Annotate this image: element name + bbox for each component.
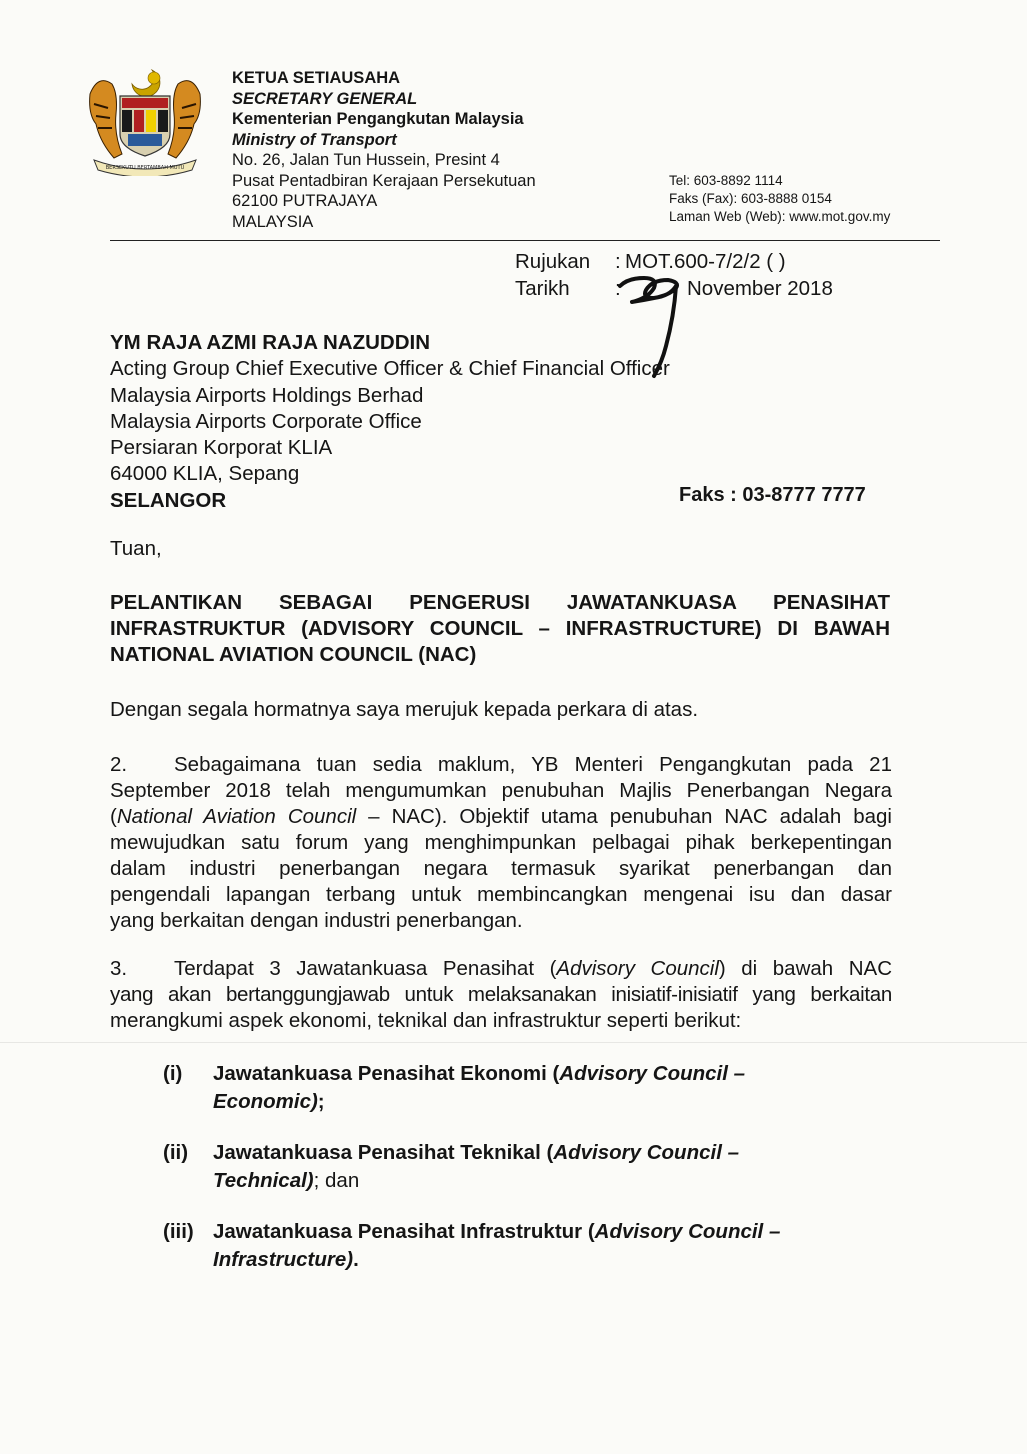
letterhead-address-line: Pusat Pentadbiran Kerajaan Persekutuan bbox=[232, 171, 536, 190]
paragraph-text: – NAC). Objektif utama penubuhan NAC adalah bagi bbox=[356, 805, 892, 828]
paragraph-line bbox=[110, 752, 892, 778]
list-item-italic: Economic) bbox=[213, 1089, 318, 1113]
addressee-line: Acting Group Chief Executive Officer & Chief Financial Officer bbox=[110, 357, 670, 381]
list-item-end: ; bbox=[317, 1089, 325, 1113]
addressee-line: Persiaran Korporat KLIA bbox=[110, 436, 333, 460]
letterhead-address-line: MALAYSIA bbox=[232, 212, 314, 231]
list-item-end: ; dan bbox=[313, 1168, 360, 1192]
list-item-italic: Advisory Council – bbox=[553, 1141, 739, 1164]
date-value: November 2018 bbox=[687, 277, 833, 300]
subject-line: INFRASTRUKTUR (ADVISORY COUNCIL – INFRASTRUCTURE) DI BAWAH bbox=[110, 617, 890, 640]
list-item-label: Jawatankuasa Penasihat Infrastruktur ( bbox=[213, 1220, 595, 1243]
subject-line: PELANTIKAN SEBAGAI PENGERUSI JAWATANKUASA PENASIHAT bbox=[110, 591, 890, 614]
paragraph-italic: Advisory Council bbox=[556, 957, 719, 980]
letterhead bbox=[232, 68, 536, 232]
list-item-number: (ii) bbox=[163, 1141, 189, 1164]
paragraph-line: merangkumi aspek ekonomi, teknikal dan infrastruktur seperti berikut: bbox=[110, 1009, 742, 1032]
reference-separator: : bbox=[615, 250, 621, 273]
paragraph-1: Dengan segala hormatnya saya merujuk kepada perkara di atas. bbox=[110, 698, 699, 721]
paragraph-line: dalam industri penerbangan negara termasuk syarikat penerbangan dan bbox=[110, 857, 892, 880]
subject-line: NATIONAL AVIATION COUNCIL (NAC) bbox=[110, 643, 477, 666]
paragraph-text: ) di bawah NAC bbox=[718, 957, 893, 980]
list-item-italic: Advisory Council – bbox=[559, 1062, 746, 1085]
paragraph-line: yang akan bertanggungjawab untuk melaksanakan inisiatif-inisiatif yang berkaitan bbox=[110, 983, 892, 1006]
paragraph-line: September 2018 telah mengumumkan penubuhan Majlis Penerbangan Negara bbox=[110, 779, 892, 802]
addressee-fax: Faks : 03-8777 7777 bbox=[679, 484, 866, 506]
paragraph-line: pengendali lapangan terbang untuk membincangkan mengenai isu dan dasar bbox=[110, 883, 892, 906]
addressee-state: SELANGOR bbox=[110, 488, 227, 512]
paragraph-line: (National Aviation Council – NAC). Objektif utama penubuhan NAC adalah bagi bbox=[110, 805, 892, 828]
letterhead-divider bbox=[110, 240, 940, 241]
paragraph-line: yang berkaitan dengan industri penerbangan. bbox=[110, 909, 523, 932]
list-item-italic: Infrastructure) bbox=[213, 1247, 354, 1271]
subject-heading bbox=[110, 590, 890, 668]
letterhead-title-en: SECRETARY GENERAL bbox=[232, 89, 418, 108]
letterhead-contact bbox=[669, 172, 890, 226]
addressee-name: YM RAJA AZMI RAJA NAZUDDIN bbox=[110, 331, 431, 354]
list-item-italic: Technical) bbox=[213, 1168, 314, 1192]
date-label: Tarikh bbox=[515, 277, 570, 300]
letterhead-address-line: No. 26, Jalan Tun Hussein, Presint 4 bbox=[232, 151, 500, 169]
letterhead-ministry-en: Ministry of Transport bbox=[232, 130, 397, 149]
salutation: Tuan, bbox=[110, 537, 162, 560]
paragraph-2 bbox=[110, 752, 892, 934]
list-item-text bbox=[213, 1218, 780, 1273]
paragraph-line: mewujudkan satu forum yang menghimpunkan pelbagai pihak berkepentingan bbox=[110, 831, 892, 854]
list-item-italic: Advisory Council – bbox=[594, 1220, 781, 1243]
letterhead-title: KETUA SETIAUSAHA bbox=[232, 69, 401, 87]
paragraph-line bbox=[110, 956, 892, 982]
contact-fax: Faks (Fax): 603-8888 0154 bbox=[669, 191, 832, 206]
letterhead-address-line: 62100 PUTRAJAYA bbox=[232, 192, 378, 210]
paragraph-number: 2. bbox=[110, 753, 128, 776]
letterhead-ministry: Kementerian Pengangkutan Malaysia bbox=[232, 110, 524, 128]
scan-artifact bbox=[0, 1042, 1027, 1043]
paragraph-text: Terdapat 3 Jawatankuasa Penasihat ( bbox=[174, 957, 557, 980]
coat-of-arms-logo bbox=[80, 64, 210, 176]
date-separator: : bbox=[615, 277, 621, 300]
addressee-line: Malaysia Airports Holdings Berhad bbox=[110, 383, 424, 407]
paragraph-3 bbox=[110, 956, 892, 1034]
list-item-number: (i) bbox=[163, 1062, 183, 1085]
list-item-label: Jawatankuasa Penasihat Ekonomi ( bbox=[213, 1062, 560, 1085]
addressee-line: Malaysia Airports Corporate Office bbox=[110, 409, 422, 433]
list-item-number: (iii) bbox=[163, 1220, 194, 1243]
paragraph-italic: National Aviation Council bbox=[116, 805, 357, 828]
list-item-text bbox=[213, 1139, 739, 1194]
reference-value: MOT.600-7/2/2 ( ) bbox=[625, 250, 786, 273]
list-item-end: . bbox=[353, 1247, 359, 1271]
reference-label: Rujukan bbox=[515, 250, 591, 273]
addressee-line: 64000 KLIA, Sepang bbox=[110, 462, 300, 486]
list-item-label: Jawatankuasa Penasihat Teknikal ( bbox=[213, 1141, 554, 1164]
addressee-block bbox=[110, 330, 670, 514]
contact-tel: Tel: 603-8892 1114 bbox=[669, 173, 783, 188]
paragraph-text: Sebagaimana tuan sedia maklum, YB Menteri Pengangkutan pada 21 bbox=[174, 753, 892, 776]
list-item-text bbox=[213, 1060, 745, 1115]
paragraph-number: 3. bbox=[110, 957, 128, 980]
contact-web: Laman Web (Web): www.mot.gov.my bbox=[669, 209, 891, 224]
svg-text:BERSEKUTU BERTAMBAH MUTU: BERSEKUTU BERTAMBAH MUTU bbox=[105, 165, 185, 171]
